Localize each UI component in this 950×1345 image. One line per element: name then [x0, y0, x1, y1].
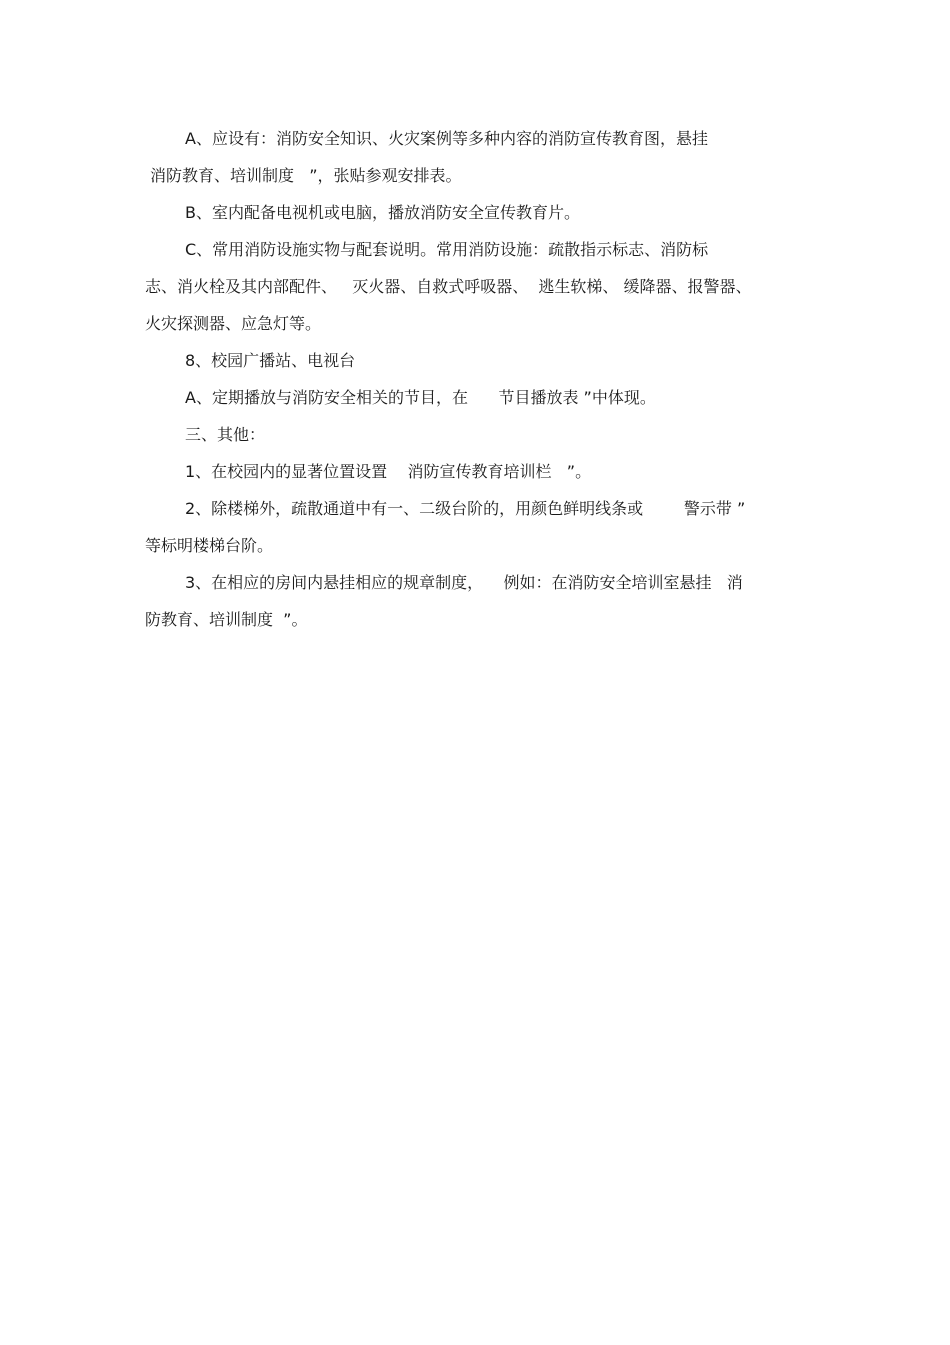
paragraph-line-6: 火灾探测器、应急灯等。	[145, 314, 322, 333]
paragraph-line-2: 消防教育、培训制度 ”，张贴参观安排表。	[150, 166, 462, 185]
paragraph-line-5: 志、消火栓及其内部配件、 灭火器、自救式呼吸器、 逃生软梯、 缓降器、报警器、	[145, 277, 752, 296]
paragraph-line-3: B、室内配备电视机或电脑，播放消防安全宣传教育片。	[185, 203, 580, 222]
section-heading-other: 三、其他：	[185, 425, 266, 444]
paragraph-line-1: A、应设有：消防安全知识、火灾案例等多种内容的消防宣传教育图，悬挂	[185, 129, 708, 148]
paragraph-line-14: 防教育、培训制度 ”。	[145, 610, 308, 629]
paragraph-line-4: C、常用消防设施实物与配套说明。常用消防设施：疏散指示标志、消防标	[185, 240, 709, 259]
paragraph-line-13: 3、在相应的房间内悬挂相应的规章制度， 例如：在消防安全培训室悬挂 消	[185, 573, 743, 592]
section-heading-broadcast: 8、校园广播站、电视台	[185, 351, 356, 370]
paragraph-line-8: A、定期播放与消防安全相关的节目，在 节目播放表 ”中体现。	[185, 388, 656, 407]
paragraph-line-12: 等标明楼梯台阶。	[145, 536, 274, 555]
paragraph-line-11: 2、除楼梯外，疏散通道中有一、二级台阶的，用颜色鲜明线条或 警示带 ”	[185, 499, 746, 518]
paragraph-line-10: 1、在校园内的显著位置设置 消防宣传教育培训栏 ”。	[185, 462, 592, 481]
document-body	[145, 124, 810, 642]
